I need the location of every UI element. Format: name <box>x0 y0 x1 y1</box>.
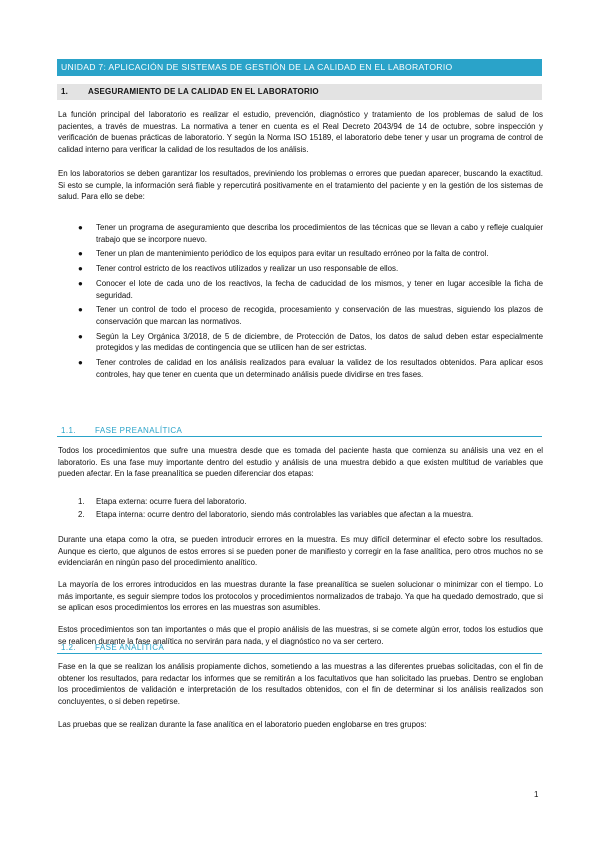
list-item <box>78 357 543 380</box>
list-item-text: Etapa externa: ocurre fuera del laboratorio. <box>96 497 247 506</box>
list-number: 2. <box>78 510 85 520</box>
bullet-icon: ● <box>78 331 83 341</box>
section-1-1-number: 1.1. <box>61 426 76 435</box>
bullet-icon: ● <box>78 305 83 315</box>
paragraph: Fase en la que se realizan los análisis propiamente dichos, sometiendo a las muestras a las diferentes pruebas solicitadas, con el fin de obtener los resultados, para redactar los informes que se remitirán a los facultativos que han solicitado las pruebas. Dentro se engloban los procedimientos de validación e interpretación de los resultados obtenidos, con el fin de determinar si los análisis realizados son concluyentes, o si deben repetirse. <box>58 662 543 706</box>
paragraph: La función principal del laboratorio es realizar el estudio, prevención, diagnóstico y tratamiento de los problemas de salud de los pacientes, a través de muestras. La normativa a tener en cuenta es el Real Decreto 2043/94 de 14 de octubre, sobre inspección y verificación de buenas prácticas de laboratorio. Y según la Norma ISO 15189, el laboratorio debe tener y usar un programa de control de calidad interno para verificar la calidad de los resultados de los análisis. <box>58 110 543 154</box>
section-1-heading <box>57 84 542 100</box>
list-item-text: Tener un programa de aseguramiento que describa los procedimientos de las técnicas que se llevan a cabo y refleje cualquier trabajo que se incorpore nuevo. <box>96 223 543 244</box>
paragraph: Todos los procedimientos que sufre una muestra desde que es tomada del paciente hasta que comienza su análisis una vez en el laboratorio. Es una fase muy importante dentro del estudio y análisis de una muestra debido a que existen multitud de variables que pueden afectar. En la fase preanalítica se pueden diferenciar dos etapas: <box>58 446 543 479</box>
paragraph: Las pruebas que se realizan durante la fase analítica en el laboratorio pueden englobarse en tres grupos: <box>58 720 427 729</box>
list-item <box>78 304 543 327</box>
bullet-icon: ● <box>78 358 83 368</box>
paragraph: Estos procedimientos son tan importantes o más que el propio análisis de las muestras, si se comete algún error, todos los estudios que se realicen durante la fase analítica no servirán para nada, y el diagnóstico no va ser certero. <box>58 625 543 646</box>
list-item-text: Según la Ley Orgánica 3/2018, de 5 de diciembre, de Protección de Datos, los datos de salud deben estar especialmente protegidos y las medidas de contingencia que se utilicen han de ser estrictas. <box>96 331 543 353</box>
section-1-2-heading <box>57 641 542 654</box>
list-item-text: Tener un plan de mantenimiento periódico de los equipos para evitar un resultado erróneo por la falta de control. <box>96 249 489 259</box>
section-1-number: 1. <box>61 87 69 96</box>
bullet-icon: ● <box>78 278 83 288</box>
page-number: 1 <box>534 790 539 799</box>
numbered-list <box>78 496 543 522</box>
list-item-text: Tener controles de calidad en los análisis realizados para evaluar la validez de los resultados obtenidos. Para aplicar esos controles, hay que tener en cuenta que un determinado análisis puede dividirse en tres fases. <box>96 358 543 379</box>
list-item <box>78 278 543 301</box>
list-item <box>78 222 543 245</box>
section-1-1-title: FASE PREANALÍTICA <box>95 426 183 435</box>
paragraph: Durante una etapa como la otra, se pueden introducir errores en la muestra. Es muy difícil determinar el efecto sobre los resultados. Aunque es cierto, que algunos de estos errores si se pueden poner de manifiesto y corregir en la fase analítica, pero otros muchos no se evidenciarán en ningún paso del procedimiento analítico. <box>58 535 543 568</box>
list-item <box>78 331 543 354</box>
bullet-list <box>78 222 543 383</box>
section-1-1-heading <box>57 424 542 437</box>
section-1-2-title: FASE ANALÍTICA <box>95 643 165 652</box>
list-item-text: Tener control estricto de los reactivos utilizados y realizar un uso responsable de ellos. <box>96 264 399 274</box>
paragraph: En los laboratorios se deben garantizar los resultados, previniendo los problemas o errores que puedan aparecer, buscando la exactitud. Si esto se cumple, la información será fiable y repercutirá positivamente en el tratamiento del paciente y en la gestión de los sistemas de salud. Para ello se debe: <box>58 169 543 202</box>
bullet-icon: ● <box>78 223 83 232</box>
list-item-text: Etapa interna: ocurre dentro del laboratorio, siendo más controlables las variables que afectan a la muestra. <box>96 510 474 520</box>
list-item <box>78 263 543 275</box>
list-item <box>78 496 543 508</box>
paragraph: La mayoría de los errores introducidos en las muestras durante la fase preanalítica se suelen solucionar o minimizar con el tiempo. Lo más importante, es seguir siempre todos los protocolos y procedimientos normalizados de trabajo. Ya que ha quedado demostrado, que si se aplican esos procedimientos los errores en las muestras son asumibles. <box>58 580 543 613</box>
section-1-title: ASEGURAMIENTO DE LA CALIDAD EN EL LABORATORIO <box>88 87 319 96</box>
list-item-text: Conocer el lote de cada uno de los reactivos, la fecha de caducidad de los mismos, y tener en lugar accesible la ficha de seguridad. <box>96 278 543 300</box>
list-number: 1. <box>78 497 85 506</box>
unit-title-banner: UNIDAD 7: APLICACIÓN DE SISTEMAS DE GESTIÓN DE LA CALIDAD EN EL LABORATORIO <box>57 59 542 76</box>
list-item <box>78 248 543 260</box>
list-item <box>78 509 543 521</box>
bullet-icon: ● <box>78 249 83 259</box>
bullet-icon: ● <box>78 264 83 274</box>
list-item-text: Tener un control de todo el proceso de recogida, procesamiento y conservación de las muestras, siguiendo los plazos de conservación que marcan las normativos. <box>96 305 543 326</box>
section-1-2-number: 1.2. <box>61 643 76 652</box>
